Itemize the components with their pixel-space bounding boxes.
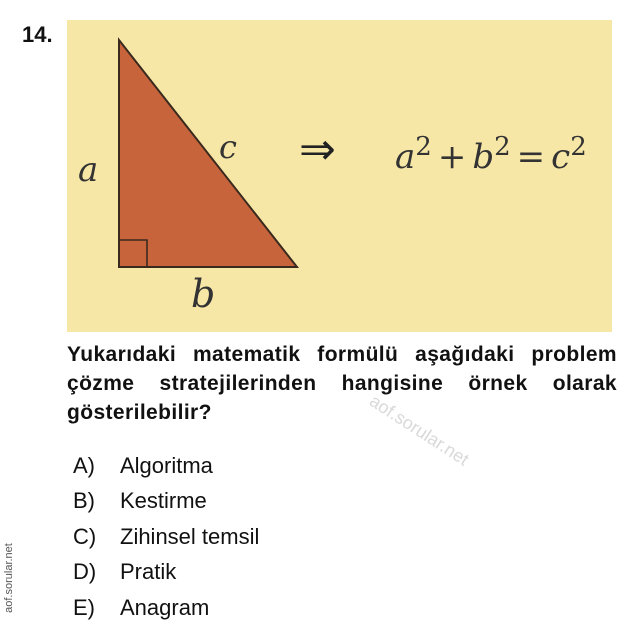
- side-label-b: b: [191, 272, 216, 316]
- option-text: Anagram: [120, 594, 210, 620]
- implies-arrow-icon: ⇒: [299, 124, 336, 175]
- option-letter: A): [73, 452, 95, 478]
- right-triangle: [119, 40, 297, 267]
- option-e[interactable]: [73, 590, 259, 626]
- option-text: Algoritma: [120, 452, 213, 478]
- answer-options: [73, 448, 259, 626]
- option-letter: E): [73, 594, 95, 620]
- formula-exponent-a: 2: [415, 132, 432, 162]
- option-d[interactable]: [73, 555, 259, 591]
- option-letter: D): [73, 559, 97, 585]
- option-c[interactable]: [73, 519, 259, 555]
- formula-plus: +: [437, 137, 467, 177]
- formula-exponent-b: 2: [494, 132, 511, 162]
- side-label-a: a: [78, 150, 99, 190]
- formula-term-b: b: [472, 137, 495, 177]
- formula-equals: =: [516, 137, 546, 177]
- pythagoras-figure: [67, 20, 612, 332]
- diagonal-watermark: aof.sorular.net: [366, 390, 473, 470]
- pythagorean-formula: [395, 132, 587, 177]
- option-letter: C): [73, 523, 97, 549]
- question-text: Yukarıdaki matematik formülü aşağıdaki problem çözme stratejilerinden hangisine örnek olarak gösterilebilir?: [67, 343, 617, 424]
- option-a[interactable]: [73, 448, 259, 484]
- option-b[interactable]: [73, 484, 259, 520]
- option-letter: B): [73, 488, 95, 514]
- option-text: Zihinsel temsil: [120, 523, 260, 549]
- formula-exponent-c: 2: [570, 132, 587, 162]
- question-number: 14.: [22, 22, 53, 47]
- option-text: Pratik: [120, 559, 177, 585]
- side-watermark: aof.sorular.net: [3, 543, 15, 613]
- option-text: Kestirme: [120, 488, 207, 514]
- formula-term-a: a: [395, 137, 416, 177]
- formula-term-c: c: [551, 137, 571, 177]
- side-label-c: c: [219, 128, 237, 166]
